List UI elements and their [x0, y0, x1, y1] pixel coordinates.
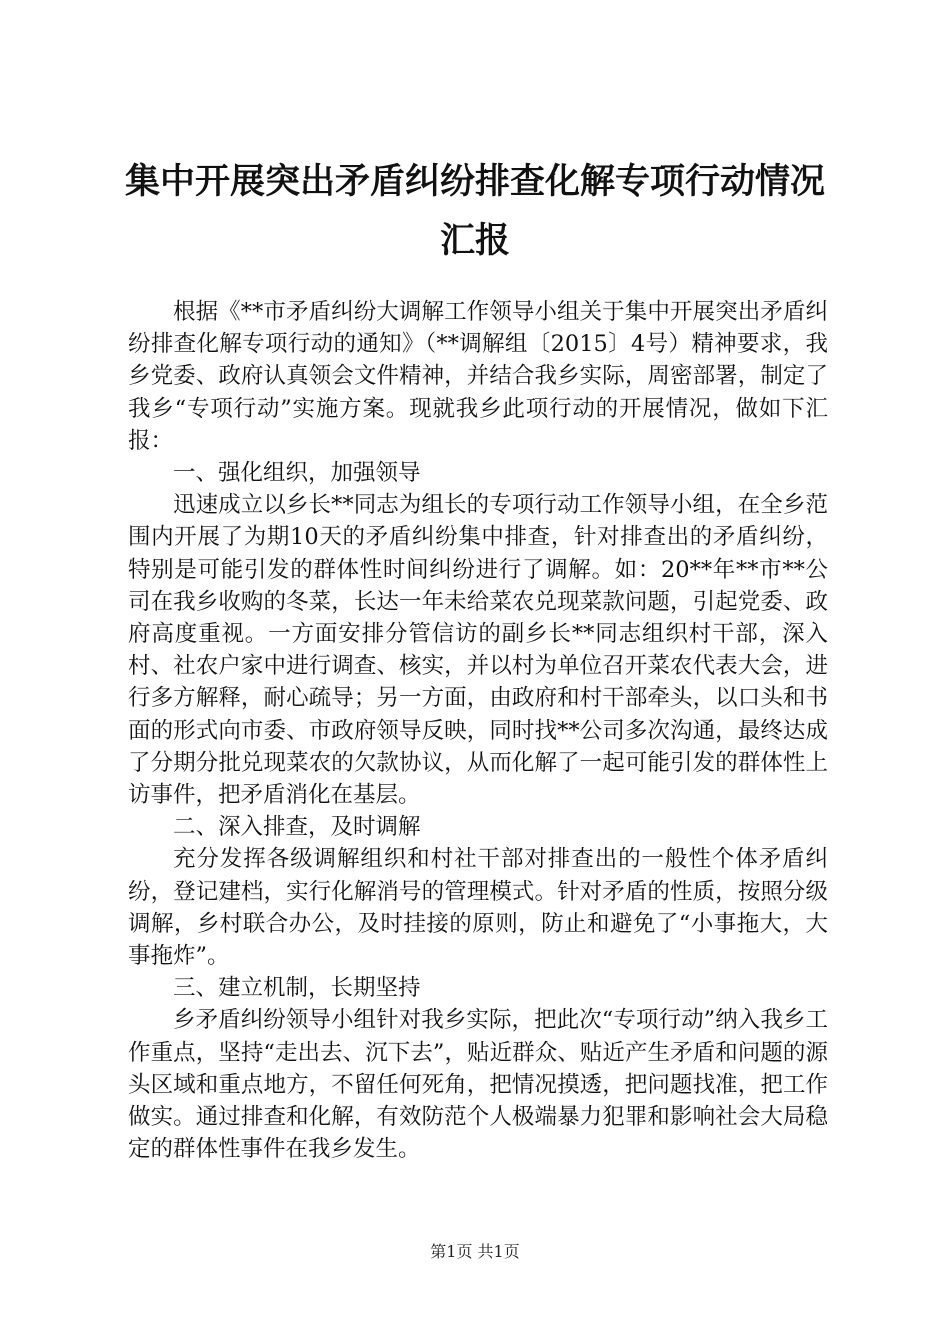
document-title-line-2: 汇报 [439, 221, 510, 261]
paragraph-section-1: 迅速成立以乡长**同志为组长的专项行动工作领导小组，在全乡范围内开展了为期10天的矛盾纠纷集中排查，针对排查出的矛盾纠纷，特别是可能引发的群体性时间纠纷进行了调解。如：20**年**市**公司在我乡收购的冬菜，长达一年未给菜农兑现菜款问题，引起党委、政府高度重视。一方面安排分管信访的副乡长**同志组织村干部，深入村、社农户家中进行调查、核实，并以村为单位召开菜农代表大会，进行多方解释，耐心疏导；另一方面，由政府和村干部牵头，以口头和书面的形式向市委、市政府领导反映，同时找**公司多次沟通，最终达成了分期分批兑现菜农的欠款协议，从而化解了一起可能引发的群体性上访事件，把矛盾消化在基层。 [128, 492, 828, 809]
paragraph-intro: 根据《**市矛盾纠纷大调解工作领导小组关于集中开展突出矛盾纠纷排查化解专项行动的通知》（**调解组〔2015〕4号）精神要求，我乡党委、政府认真领会文件精神，并结合我乡实际，周密部署，制定了我乡“专项行动”实施方案。现就我乡此项行动的开展情况，做如下汇报： [128, 299, 828, 454]
section-heading-3: 三、建立机制，长期坚持 [173, 975, 421, 1002]
paragraph-section-2: 充分发挥各级调解组织和村社干部对排查出的一般性个体矛盾纠纷，登记建档，实行化解消号的管理模式。针对矛盾的性质，按照分级调解，乡村联合办公，及时挂接的原则，防止和避免了“小事拖大，大事拖炸”。 [128, 846, 828, 970]
document-title-line-1: 集中开展突出矛盾纠纷排查化解专项行动情况 [124, 162, 825, 202]
page-footer: 第1页 共1页 [430, 1242, 520, 1261]
paragraph-section-3: 乡矛盾纠纷领导小组针对我乡实际，把此次“专项行动”纳入我乡工作重点，坚持“走出去、沉下去”，贴近群众、贴近产生矛盾和问题的源头区域和重点地方，不留任何死角，把情况摸透，把问题找准，把工作做实。通过排查和化解，有效防范个人极端暴力犯罪和影响社会大局稳定的群体性事件在我乡发生。 [128, 1007, 828, 1163]
section-heading-2: 二、深入排查，及时调解 [173, 814, 421, 841]
document-body [128, 296, 828, 1165]
section-heading-1: 一、强化组织，加强领导 [173, 460, 421, 487]
